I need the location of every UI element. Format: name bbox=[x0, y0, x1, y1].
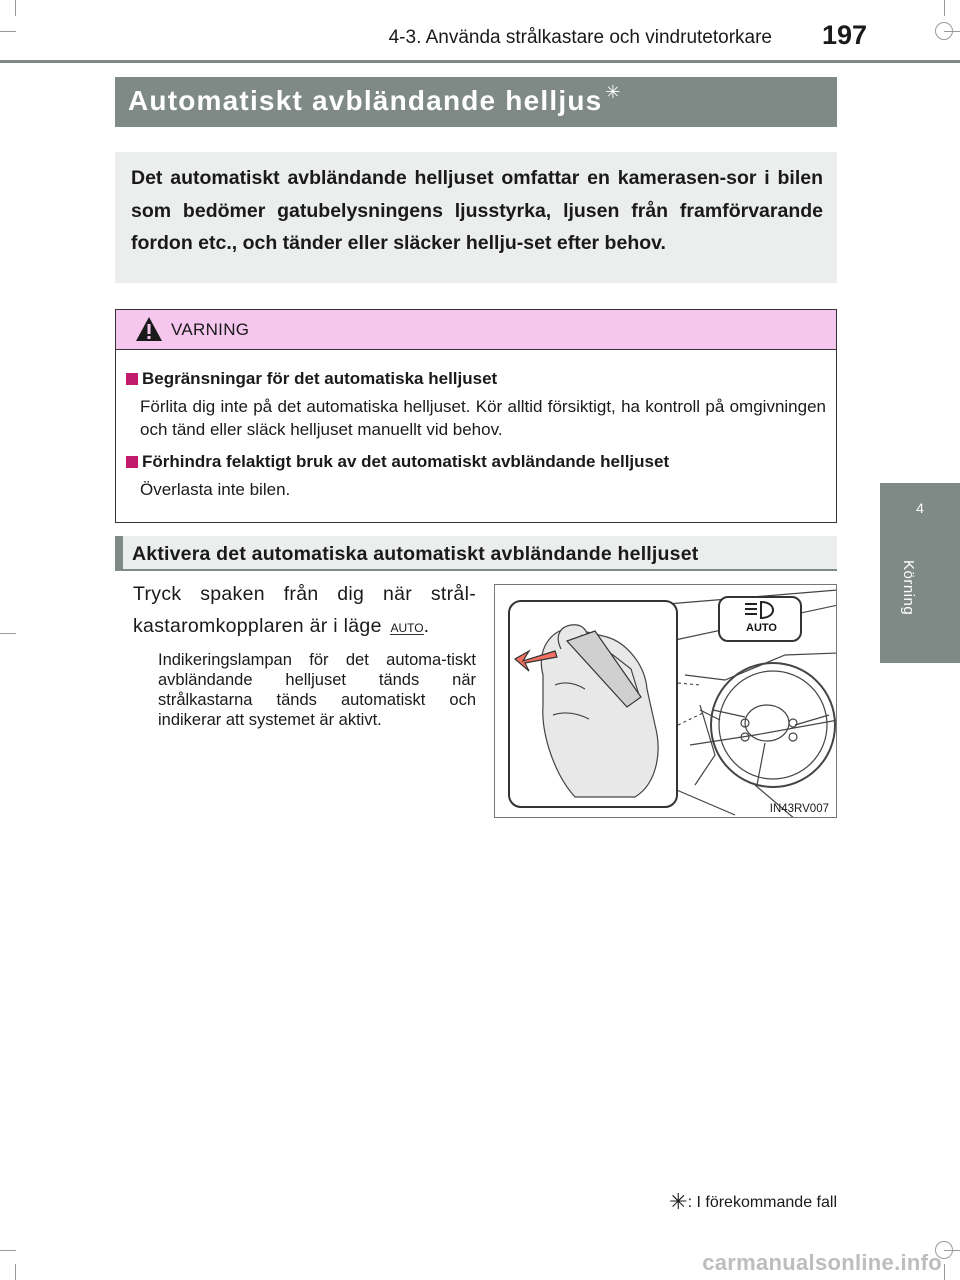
intro-panel bbox=[115, 152, 837, 283]
footnote-text: : I förekommande fall bbox=[687, 1194, 837, 1211]
subheading-text: Aktivera det automatiska automatiskt avbländande helljuset bbox=[132, 543, 699, 565]
intro-text: Det automatiskt avbländande helljuset omfattar en kamerasen-sor i bilen som bedömer gatubelysningens ljusstyrka, ljusen från framförvarande fordon etc., och tänder eller släcker hellju-set efter behov. bbox=[131, 167, 823, 254]
subheading-bar bbox=[115, 536, 123, 571]
warning-item-body: Förlita dig inte på det automatiska helljuset. Kör alltid försiktigt, ha kontroll på omgivningen och tänd eller släck helljuset manuellt vid behov. bbox=[140, 397, 826, 439]
instruction-note: Indikeringslampan för det automa-tiskt avbländande helljuset tänds när strålkastarna tänds automatiskt och indikerar att systemet är aktivt. bbox=[158, 651, 476, 729]
asterisk-icon: ✳ bbox=[605, 82, 622, 102]
warning-label: VARNING bbox=[171, 320, 250, 339]
footnote bbox=[669, 1187, 837, 1213]
crop-mark bbox=[944, 1264, 945, 1280]
square-bullet-icon bbox=[126, 456, 138, 468]
illustration-code: IN43RV007 bbox=[769, 803, 829, 815]
page-header bbox=[0, 0, 960, 64]
warning-item bbox=[126, 451, 826, 501]
watermark: carmanualsonline.info bbox=[702, 1250, 942, 1275]
warning-item bbox=[126, 368, 826, 441]
crop-mark bbox=[15, 1264, 16, 1280]
page-title-text: Automatiskt avbländande helljus bbox=[128, 85, 603, 116]
warning-item-heading-text: Förhindra felaktigt bruk av det automatiskt avbländande helljuset bbox=[142, 452, 670, 471]
lever-illustration bbox=[494, 584, 837, 818]
warning-item-heading bbox=[126, 451, 826, 473]
warning-item-body: Överlasta inte bilen. bbox=[140, 480, 291, 499]
warning-header bbox=[116, 310, 836, 350]
title-bar bbox=[115, 77, 837, 127]
warning-box bbox=[115, 309, 837, 523]
asterisk-icon: ✳ bbox=[669, 1189, 688, 1214]
chapter-tab-label: Körning bbox=[900, 560, 917, 616]
auto-symbol: AUTO bbox=[390, 621, 424, 635]
indicator-auto-label: AUTO bbox=[746, 622, 777, 634]
warning-item-heading-text: Begränsningar för det automatiska helljuset bbox=[142, 369, 498, 388]
section-subheading bbox=[115, 536, 837, 571]
page-number: 197 bbox=[821, 20, 867, 50]
instruction-end: . bbox=[423, 615, 430, 637]
section-reference: 4-3. Använda strålkastare och vindrutetorkare bbox=[388, 27, 772, 48]
crop-mark bbox=[0, 633, 16, 634]
square-bullet-icon bbox=[126, 373, 138, 385]
instruction-step: Tryck spaken från dig när strål-kastaromkopplaren är i läge bbox=[133, 583, 476, 637]
crop-mark bbox=[0, 1250, 16, 1251]
illustration-drawing bbox=[495, 585, 837, 818]
warning-triangle-icon bbox=[135, 316, 163, 342]
header-rule bbox=[0, 60, 960, 63]
instruction-text bbox=[133, 578, 476, 642]
chapter-tab-number: 4 bbox=[916, 500, 924, 516]
warning-item-heading bbox=[126, 368, 826, 390]
page-title bbox=[128, 82, 622, 117]
